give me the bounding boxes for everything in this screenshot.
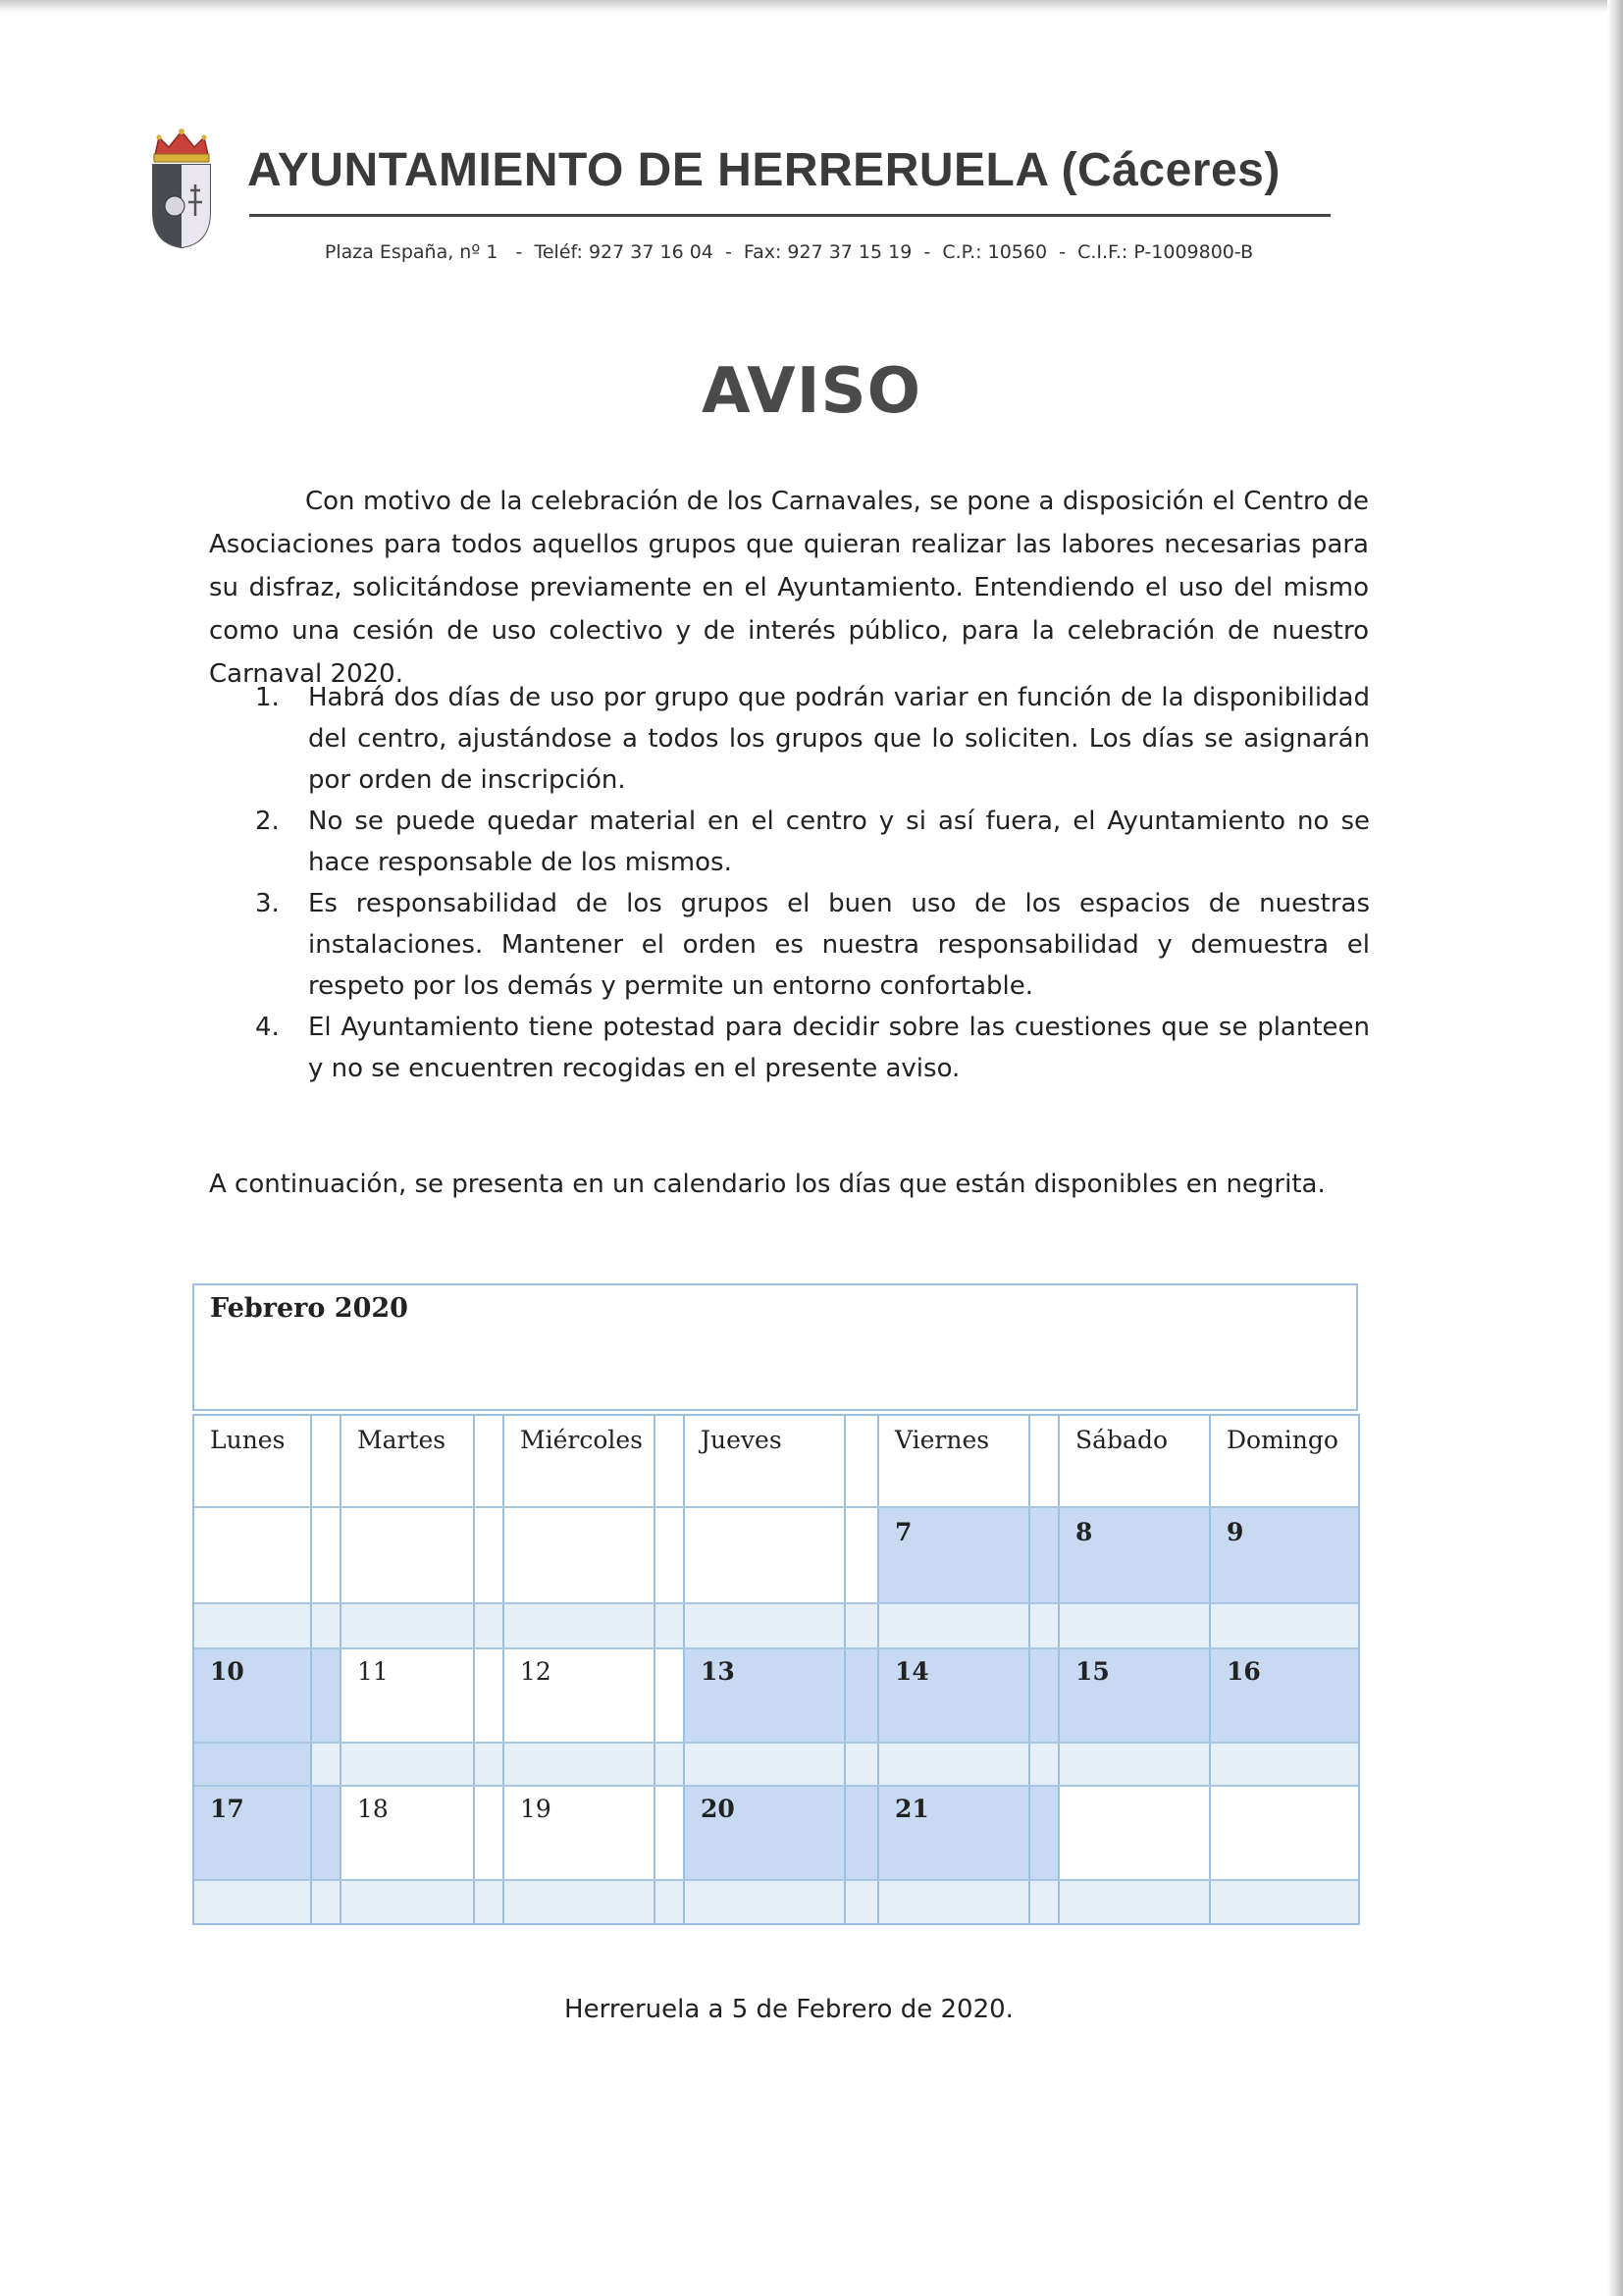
day-number: 16 — [1227, 1657, 1261, 1686]
calendar-grid — [192, 1414, 1360, 1925]
available-day-cell — [879, 1508, 1028, 1602]
weekday-label: Jueves — [701, 1426, 782, 1454]
week-stripe — [194, 1879, 1358, 1923]
grid-hline — [194, 1506, 1358, 1508]
day-cell — [685, 1508, 844, 1602]
grid-vline — [473, 1416, 475, 1923]
day-spacer — [310, 1785, 340, 1879]
day-spacer — [473, 1508, 502, 1602]
day-cell — [504, 1647, 654, 1742]
day-spacer — [1028, 1785, 1058, 1879]
grid-vline — [1028, 1416, 1030, 1923]
weekday-label: Domingo — [1227, 1426, 1338, 1454]
week-stripe — [194, 1602, 1358, 1647]
day-number: 10 — [210, 1657, 244, 1686]
available-day-cell — [194, 1647, 310, 1742]
weekday-header — [194, 1416, 310, 1506]
grid-vline — [310, 1416, 312, 1923]
day-number: 15 — [1075, 1657, 1110, 1686]
day-number: 19 — [520, 1795, 551, 1823]
grid-hline — [194, 1647, 1358, 1649]
weekday-label: Viernes — [895, 1426, 990, 1454]
day-cell — [504, 1785, 654, 1879]
weekday-header — [1211, 1416, 1358, 1506]
rule-text: No se puede quedar material en el centro y si así fuera, el Ayuntamiento no se hace responsable de los mismos. — [308, 807, 1370, 877]
day-cell — [341, 1647, 473, 1742]
day-spacer — [310, 1647, 340, 1742]
municipality-title: AYUNTAMIENTO DE HERRERUELA (Cáceres) — [247, 144, 1281, 196]
rule-item — [255, 1007, 1370, 1089]
coat-of-arms-icon — [147, 126, 216, 251]
rule-item — [255, 801, 1370, 883]
rule-number: 1. — [255, 683, 280, 712]
weekday-header — [685, 1416, 844, 1506]
grid-hline — [194, 1879, 1358, 1881]
grid-vline — [340, 1416, 341, 1923]
rules-list — [255, 677, 1370, 1089]
grid-vline — [1058, 1416, 1060, 1923]
available-day-cell — [194, 1785, 310, 1879]
day-number: 7 — [895, 1518, 913, 1546]
calendar-title: Febrero 2020 — [210, 1293, 408, 1324]
scan-right-edge — [1607, 0, 1623, 2296]
rule-text: Habrá dos días de uso por grupo que podrán variar en función de la disponibilidad del centro, ajustándose a todos los grupos que lo soliciten. Los días se asignarán por orden de inscripción. — [308, 683, 1370, 795]
day-spacer — [654, 1785, 683, 1879]
grid-hline — [194, 1742, 1358, 1744]
day-spacer — [1028, 1647, 1058, 1742]
day-spacer — [310, 1508, 340, 1602]
available-day-cell — [685, 1647, 844, 1742]
weekday-label: Martes — [357, 1426, 446, 1454]
rule-number: 2. — [255, 807, 280, 836]
day-spacer — [1028, 1508, 1058, 1602]
day-number: 13 — [701, 1657, 735, 1686]
day-cell — [1060, 1785, 1209, 1879]
rule-text: El Ayuntamiento tiene potestad para decidir sobre las cuestiones que se planteen y no se encuentren recogidas en el presente aviso. — [308, 1013, 1370, 1083]
day-number: 20 — [701, 1795, 735, 1823]
day-spacer — [654, 1647, 683, 1742]
weekday-label: Sábado — [1075, 1426, 1168, 1454]
rule-number: 3. — [255, 889, 280, 918]
rule-item — [255, 677, 1370, 801]
weekday-label: Lunes — [210, 1426, 286, 1454]
notice-heading: AVISO — [701, 355, 922, 428]
day-cell — [504, 1508, 654, 1602]
rule-text: Es responsabilidad de los grupos el buen uso de los espacios de nuestras instalaciones. Mantener el orden es nuestra responsabilidad y demuestra el respeto por los demás y permite un entorno confortable. — [308, 889, 1370, 1001]
rule-item — [255, 883, 1370, 1007]
day-number: 14 — [895, 1657, 929, 1686]
weekday-label: Miércoles — [520, 1426, 644, 1454]
week-stripe — [194, 1742, 1358, 1785]
available-day-cell — [1211, 1508, 1358, 1602]
grid-vline — [877, 1416, 879, 1923]
day-spacer — [844, 1785, 877, 1879]
day-number: 11 — [357, 1657, 389, 1686]
header-spacer — [310, 1416, 340, 1506]
day-spacer — [844, 1647, 877, 1742]
place-date: Herreruela a 5 de Febrero de 2020. — [564, 1995, 1014, 2024]
day-cell — [341, 1508, 473, 1602]
grid-hline — [194, 1602, 1358, 1604]
day-spacer — [844, 1508, 877, 1602]
rule-number: 4. — [255, 1013, 280, 1042]
notice-intro — [209, 480, 1369, 696]
available-day-cell — [879, 1785, 1028, 1879]
grid-vline — [1209, 1416, 1211, 1923]
header-spacer — [654, 1416, 683, 1506]
day-number: 18 — [357, 1795, 389, 1823]
contact-address: Plaza España, nº 1 - Teléf: 927 37 16 04 - Fax: 927 37 15 19 - C.P.: 10560 - C.I.F.: P-1009800-B — [324, 241, 1254, 263]
available-day-cell — [1211, 1647, 1358, 1742]
available-stripe — [194, 1742, 310, 1785]
calendar-intro: A continuación, se presenta en un calendario los días que están disponibles en negrita. — [209, 1170, 1326, 1199]
available-day-cell — [879, 1647, 1028, 1742]
day-number: 9 — [1227, 1518, 1244, 1546]
day-cell — [194, 1508, 310, 1602]
notice-intro-text: Con motivo de la celebración de los Carnavales, se pone a disposición el Centro de Asociaciones para todos aquellos grupos que quieran realizar las labores necesarias para su disfraz, solicitándose previamente en el Ayuntamiento. Entendiendo el uso del mismo como una cesión de uso colectivo y de interés público, para la celebración de nuestro Carnaval 2020. — [209, 487, 1369, 689]
day-cell — [1211, 1785, 1358, 1879]
day-spacer — [654, 1508, 683, 1602]
calendar-title-box — [192, 1283, 1358, 1411]
day-spacer — [473, 1785, 502, 1879]
weekday-header — [879, 1416, 1028, 1506]
grid-vline — [844, 1416, 846, 1923]
grid-vline — [502, 1416, 504, 1923]
day-number: 8 — [1075, 1518, 1093, 1546]
weekday-header — [1060, 1416, 1209, 1506]
available-day-cell — [685, 1785, 844, 1879]
grid-vline — [683, 1416, 685, 1923]
weekday-header — [341, 1416, 473, 1506]
day-cell — [341, 1785, 473, 1879]
weekday-header — [504, 1416, 654, 1506]
title-divider — [249, 214, 1331, 217]
grid-hline — [194, 1785, 1358, 1787]
day-number: 21 — [895, 1795, 929, 1823]
scan-top-edge — [0, 0, 1623, 14]
day-number: 17 — [210, 1795, 244, 1823]
header-spacer — [473, 1416, 502, 1506]
grid-vline — [654, 1416, 655, 1923]
day-number: 12 — [520, 1657, 551, 1686]
available-day-cell — [1060, 1508, 1209, 1602]
header-spacer — [844, 1416, 877, 1506]
day-spacer — [473, 1647, 502, 1742]
available-day-cell — [1060, 1647, 1209, 1742]
header-spacer — [1028, 1416, 1058, 1506]
